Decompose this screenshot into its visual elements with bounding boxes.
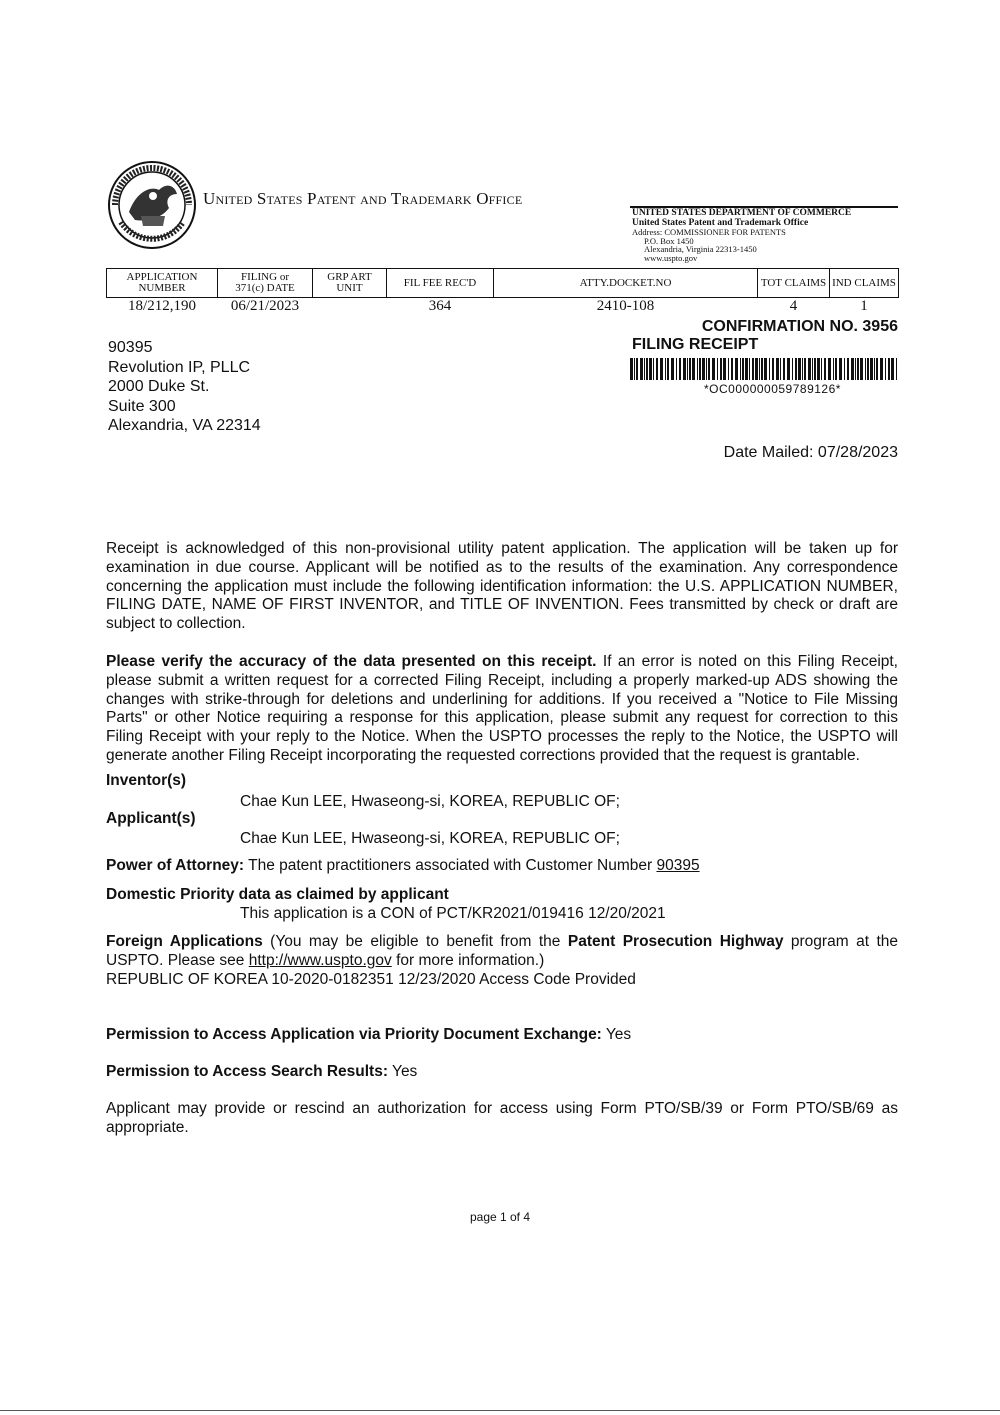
barcode-bar <box>824 358 826 380</box>
barcode-bar <box>769 358 770 380</box>
barcode-bar <box>888 358 890 380</box>
barcode-bar <box>780 358 781 380</box>
barcode-bar <box>742 358 744 380</box>
col-ind-claims: IND CLAIMS <box>830 269 899 298</box>
barcode-bar <box>828 358 831 380</box>
cell-fil-fee-recd: 364 <box>428 298 452 314</box>
barcode-bar <box>687 358 688 380</box>
office-title: United States Patent and Trademark Office <box>203 189 523 208</box>
barcode-bar <box>776 358 779 380</box>
barcode-bar <box>833 358 834 380</box>
barcode-bar <box>630 358 633 380</box>
pde-label: Permission to Access Application via Priority Document Exchange: <box>106 1026 602 1043</box>
address-line: Alexandria, VA 22314 <box>108 417 261 434</box>
barcode-bar <box>847 358 849 380</box>
barcode-bar <box>851 358 854 380</box>
applicants-value: Chae Kun LEE, Hwaseong-si, KOREA, REPUBLIC OF; <box>240 830 620 847</box>
psr-label: Permission to Access Search Results: <box>106 1063 388 1080</box>
foreign-applications-block <box>106 933 898 989</box>
confirmation-number: CONFIRMATION NO. 3956 <box>701 318 898 335</box>
barcode-bar <box>761 358 763 380</box>
inventors-value: Chae Kun LEE, Hwaseong-si, KOREA, REPUBLIC OF; <box>240 793 620 810</box>
customer-number-link[interactable]: 90395 <box>656 857 700 874</box>
barcode-bar <box>735 358 738 380</box>
applicants-label: Applicant(s) <box>106 810 196 827</box>
barcode-bar <box>706 358 707 380</box>
barcode-bar <box>636 358 638 380</box>
barcode-bar <box>802 358 803 380</box>
barcode-bar <box>731 358 733 380</box>
barcode-bar <box>717 358 718 380</box>
barcode-bar <box>653 358 654 380</box>
cell-atty-docket-no: 2410-108 <box>596 298 655 314</box>
dept-line-1: UNITED STATES DEPARTMENT OF COMMERCE <box>632 208 852 218</box>
uspto-seal-logo <box>107 160 197 250</box>
barcode-bar <box>885 358 886 380</box>
barcode-bar <box>814 358 816 380</box>
barcode-bar <box>671 358 674 380</box>
power-of-attorney <box>106 857 700 875</box>
bottom-rule <box>0 1410 1000 1411</box>
barcode-bar <box>702 358 705 380</box>
col-filing-date: FILING or 371(c) DATE <box>218 269 313 298</box>
barcode-bar <box>804 358 806 380</box>
power-of-attorney-text: The patent practitioners associated with Customer Number <box>244 857 657 874</box>
table-row <box>107 298 899 315</box>
dept-line-3: Address: COMMISSIONER FOR PATENTS <box>632 227 786 237</box>
barcode-bar <box>792 358 793 380</box>
barcode-bar <box>640 358 643 380</box>
barcode-bar <box>649 358 652 380</box>
priority-document-exchange <box>106 1026 631 1044</box>
barcode-bar <box>821 358 822 380</box>
barcode-bar <box>697 358 698 380</box>
barcode-bar <box>891 358 894 380</box>
col-grp-art-unit: GRP ART UNIT <box>313 269 387 298</box>
barcode-bar <box>660 358 663 380</box>
page-number: page 1 of 4 <box>469 1210 531 1224</box>
barcode-text: *OC000000059789126* <box>704 382 841 396</box>
barcode-bar <box>728 358 729 380</box>
domestic-priority-label: Domestic Priority data as claimed by applicant <box>106 886 449 903</box>
dept-line-6: www.uspto.gov <box>644 252 698 263</box>
col-atty-docket-no: ATTY.DOCKET.NO <box>494 269 758 298</box>
foreign-text-2: program at the USPTO. Please see <box>106 933 898 969</box>
barcode-bar <box>712 358 715 380</box>
closing-paragraph: Applicant may provide or rescind an authorization for access using Form PTO/SB/39 or Form PTO/SB/69 as appropriate. <box>106 1100 898 1136</box>
barcode-bar <box>795 358 797 380</box>
department-address-block <box>632 208 898 262</box>
dept-line-5: Alexandria, Virginia 22313-1450 <box>644 244 757 254</box>
barcode-bar <box>656 358 658 380</box>
barcode-bar <box>723 358 726 380</box>
barcode-bar <box>798 358 801 380</box>
barcode-bar <box>692 358 695 380</box>
dept-line-2: United States Patent and Trademark Office <box>632 218 809 228</box>
domestic-priority-value: This application is a CON of PCT/KR2021/019416 12/20/2021 <box>240 905 666 922</box>
barcode-bar <box>857 358 859 380</box>
barcode-bar <box>880 358 883 380</box>
foreign-text-1: (You may be eligible to benefit from the <box>262 933 568 950</box>
date-mailed: Date Mailed: 07/28/2023 <box>723 444 898 461</box>
barcode-bar <box>745 358 748 380</box>
barcode-bar <box>865 358 866 380</box>
barcode-bar <box>835 358 837 380</box>
filing-receipt-title: FILING RECEIPT <box>632 336 759 353</box>
barcode-bar <box>772 358 774 380</box>
receipt-acknowledgement-paragraph: Receipt is acknowledged of this non-provisional utility patent application. The application will be taken up for examination in due course. Applicant will be notified as to the results of the examination. Any correspondence concerning the application must include the following identification information: the U.S. APPLICATION NUMBER, FILING DATE, NAME OF FIRST INVENTOR, and TITLE OF INVENTION. Fees transmitted by check or draft are subject to collection. <box>106 540 898 633</box>
pph-program-name: Patent Prosecution Highway <box>567 933 784 950</box>
col-fil-fee-recd: FIL FEE REC'D <box>387 269 494 298</box>
uspto-link[interactable]: http://www.uspto.gov <box>248 951 392 969</box>
barcode-bar <box>749 358 750 380</box>
barcode-bar <box>896 358 897 380</box>
cell-filing-date: 06/21/2023 <box>230 298 300 314</box>
search-results-access <box>106 1063 417 1081</box>
address-line: Revolution IP, PLLC <box>108 358 251 376</box>
address-line: 90395 <box>108 339 153 356</box>
barcode-bar <box>764 358 767 380</box>
barcode-bar <box>667 358 669 380</box>
barcode-bar <box>689 358 691 380</box>
cell-application-number: 18/212,190 <box>128 298 196 314</box>
verify-accuracy-heading: Please verify the accuracy of the data presented on this receipt. <box>106 653 597 670</box>
psr-value: Yes <box>388 1063 418 1080</box>
correspondence-address <box>108 338 261 436</box>
barcode-bar <box>808 358 811 380</box>
barcode-bar <box>708 358 710 380</box>
cell-ind-claims: 1 <box>860 298 868 314</box>
verify-accuracy-paragraph <box>106 653 898 766</box>
barcode-bar <box>855 358 856 380</box>
barcode-bar <box>634 358 635 380</box>
barcode-bar <box>839 358 842 380</box>
barcode-bar <box>679 358 681 380</box>
table-header-row <box>107 269 899 298</box>
dept-line-4: P.O. Box 1450 <box>644 235 694 246</box>
barcode-bar <box>844 358 845 380</box>
foreign-applications-label: Foreign Applications <box>106 933 263 950</box>
barcode-bar <box>817 358 820 380</box>
barcode-bar <box>867 358 869 380</box>
barcode-bar <box>676 358 677 380</box>
barcode-bar <box>699 358 701 380</box>
barcode-bar <box>812 358 813 380</box>
barcode-bar <box>665 358 666 380</box>
address-line: Suite 300 <box>108 397 176 415</box>
barcode-bar <box>874 358 875 380</box>
barcode-bar <box>783 358 785 380</box>
barcode-bar <box>759 358 760 380</box>
foreign-text-3: for more information.) <box>391 951 545 969</box>
power-of-attorney-label: Power of Attorney: <box>106 857 245 874</box>
barcode-bar <box>720 358 722 380</box>
barcode-bar <box>683 358 686 380</box>
inventors-label: Inventor(s) <box>106 772 187 789</box>
foreign-application-value: REPUBLIC OF KOREA 10-2020-0182351 12/23/2020 Access Code Provided <box>106 970 636 988</box>
col-application-number: APPLICATION NUMBER <box>107 269 218 298</box>
cell-grp-art-unit <box>313 298 387 315</box>
barcode-bar <box>646 358 648 380</box>
cell-tot-claims: 4 <box>789 298 798 314</box>
barcode-bar <box>752 358 754 380</box>
barcode-bar <box>755 358 758 380</box>
barcode-bar <box>644 358 645 380</box>
address-line: 2000 Duke St. <box>108 378 210 395</box>
barcode-bar <box>787 358 790 380</box>
pde-value: Yes <box>601 1026 632 1043</box>
barcode-bar <box>740 358 741 380</box>
barcode-bar <box>870 358 873 380</box>
barcode-bar <box>860 358 863 380</box>
verify-accuracy-text: If an error is noted on this Filing Receipt, please submit a written request for a corrected Filing Receipt, including a properly marked-up ADS showing the changes with strike-through for deletions and underlining for additions. If you received a "Notice to File Missing Parts" or other Notice requiring a response for this application, please submit any request for correction to this Filing Receipt with your reply to the Notice. When the USPTO processes the reply to the Notice, the USPTO will generate another Filing Receipt incorporating the requested corrections provided that the request is grantable. <box>106 653 898 764</box>
barcode-bar <box>876 358 878 380</box>
application-data-table <box>106 268 899 314</box>
col-tot-claims: TOT CLAIMS <box>758 269 830 298</box>
